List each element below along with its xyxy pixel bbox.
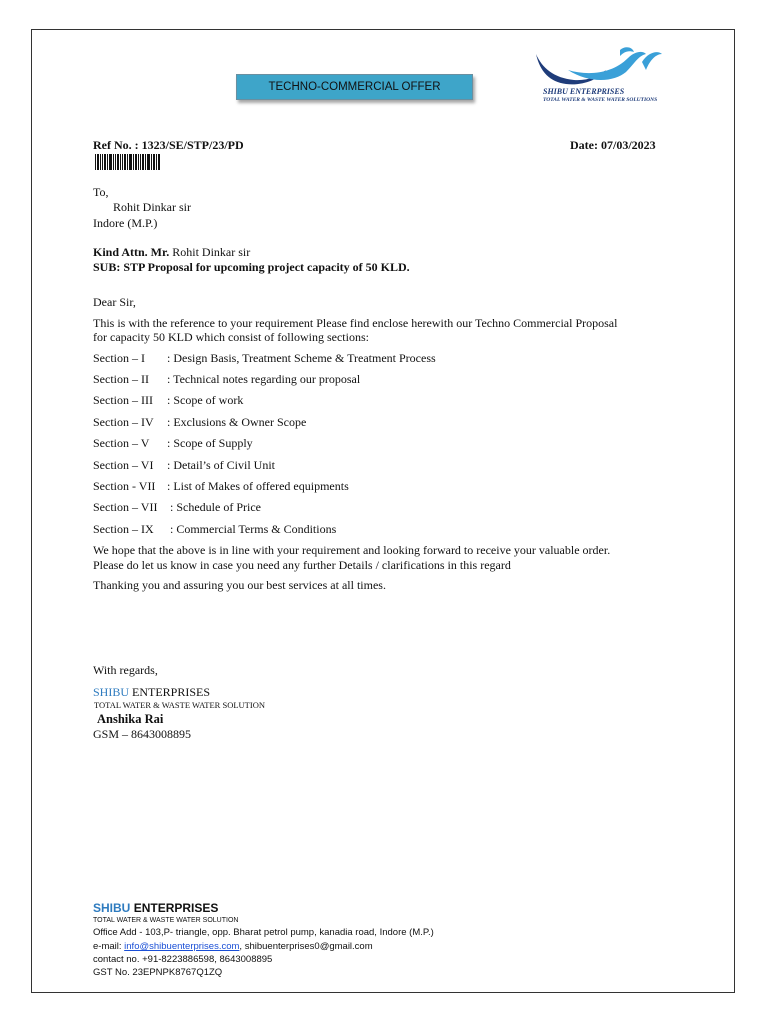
section-item <box>93 458 275 473</box>
section-label: Section – IX <box>93 522 154 536</box>
intro-line-2: for capacity 50 KLD which consist of following sections: <box>93 330 369 344</box>
section-text: : List of Makes of offered equipments <box>167 479 349 493</box>
footer-address: Office Add - 103,P- triangle, opp. Bharat petrol pump, kanadia road, Indore (M.P.) <box>93 927 434 938</box>
section-item <box>93 415 306 430</box>
closing-line-2: Please do let us know in case you need any further Details / clarifications in this regard <box>93 558 511 572</box>
section-item <box>93 393 243 408</box>
attention-name: Rohit Dinkar sir <box>172 245 251 259</box>
footer-contact: contact no. +91-8223886598, 8643008895 <box>93 954 273 965</box>
section-text: : Scope of work <box>167 393 244 407</box>
footer-company-part2: ENTERPRISES <box>133 901 219 915</box>
date-value: 07/03/2023 <box>600 138 656 152</box>
signature-company-part1: SHIBU <box>93 685 130 699</box>
date-label: Date: <box>570 138 598 152</box>
section-item <box>93 372 360 387</box>
logo-company-name <box>543 87 624 96</box>
logo-splash <box>642 52 662 70</box>
closing-line-1: We hope that the above is in line with your requirement and looking forward to receive your valuable order. <box>93 543 611 557</box>
ref-value: 1323/SE/STP/23/PD <box>141 138 244 152</box>
footer-company <box>93 901 218 915</box>
section-label: Section – VII <box>93 500 158 514</box>
section-text: : Detail’s of Civil Unit <box>167 458 275 472</box>
section-text: : Design Basis, Treatment Scheme & Treatment Process <box>167 351 436 365</box>
barcode <box>95 154 161 170</box>
footer-email-secondary: , shibuenterprises0@gmail.com <box>239 941 373 952</box>
section-item <box>93 522 336 537</box>
section-item <box>93 479 349 494</box>
attention-line <box>93 245 250 259</box>
address-name: Rohit Dinkar sir <box>113 200 191 214</box>
logo-wave-dark <box>536 54 606 84</box>
logo-name-part2: ENTERPRISES <box>569 87 625 96</box>
logo-name-part1: SHIBU <box>543 87 568 96</box>
ref-label: Ref No. : <box>93 138 139 152</box>
footer-email-label: e-mail: <box>93 941 122 952</box>
section-item <box>93 351 436 366</box>
logo-tagline: TOTAL WATER & WASTE WATER SOLUTIONS <box>543 97 658 103</box>
section-text: : Commercial Terms & Conditions <box>167 522 337 536</box>
subject-line: SUB: STP Proposal for upcoming project capacity of 50 KLD. <box>93 260 410 274</box>
footer-gst: GST No. 23EPNPK8767Q1ZQ <box>93 967 223 978</box>
document-title: TECHNO-COMMERCIAL OFFER <box>268 81 441 93</box>
section-label: Section – VI <box>93 458 154 472</box>
signature-phone: GSM – 8643008895 <box>93 727 192 741</box>
logo-drop <box>620 47 634 56</box>
regards-line: With regards, <box>93 663 158 677</box>
section-text: : Technical notes regarding our proposal <box>167 372 361 386</box>
footer-email-link[interactable]: info@shibuenterprises.com <box>124 941 240 952</box>
section-label: Section – V <box>93 436 150 450</box>
document-date <box>570 138 656 153</box>
logo-wave-light <box>568 52 646 80</box>
signature-company <box>93 685 210 700</box>
section-label: Section – I <box>93 351 145 365</box>
address-to: To, <box>93 185 109 199</box>
section-text: : Schedule of Price <box>167 500 261 514</box>
section-label: Section – IV <box>93 415 154 429</box>
signature-tagline: TOTAL WATER & WASTE WATER SOLUTION <box>94 700 265 710</box>
section-text: : Exclusions & Owner Scope <box>167 415 307 429</box>
section-label: Section – II <box>93 372 149 386</box>
section-item <box>93 436 253 451</box>
section-label: Section – III <box>93 393 153 407</box>
signature-person: Anshika Rai <box>97 712 164 726</box>
ref-number <box>93 138 244 153</box>
section-label: Section - VII <box>93 479 156 493</box>
footer-company-part1: SHIBU <box>93 901 131 915</box>
thanks-line: Thanking you and assuring you our best services at all times. <box>93 578 386 592</box>
footer-email <box>93 941 373 952</box>
salutation: Dear Sir, <box>93 295 136 309</box>
section-text: : Scope of Supply <box>167 436 253 450</box>
address-city: Indore (M.P.) <box>93 216 158 230</box>
section-item <box>93 500 261 515</box>
attention-label: Kind Attn. Mr. <box>93 245 170 259</box>
signature-company-part2: ENTERPRISES <box>132 685 211 699</box>
document-title-banner <box>236 74 473 100</box>
intro-line-1: This is with the reference to your requirement Please find enclose herewith our Techno Commercial Proposal <box>93 316 618 330</box>
footer-tagline: TOTAL WATER & WASTE WATER SOLUTION <box>93 917 239 924</box>
